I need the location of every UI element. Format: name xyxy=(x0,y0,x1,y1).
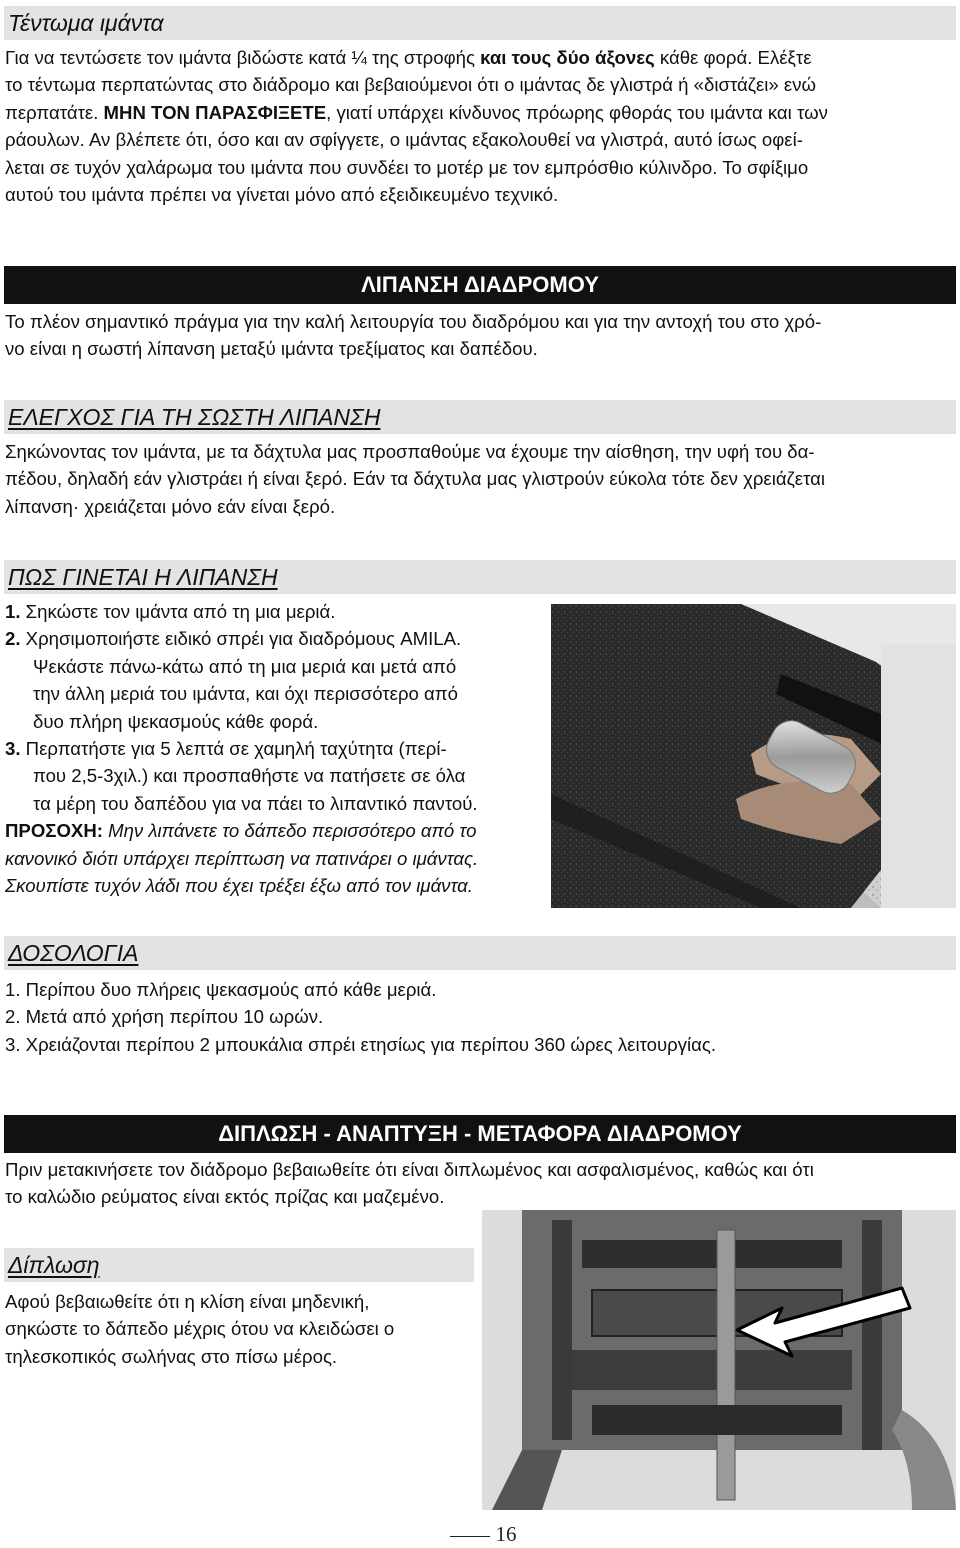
folding-text xyxy=(5,1288,473,1370)
step-text: Χρησιμοποιήστε ειδικό σπρέι για διαδρόμους AMILA. xyxy=(20,628,462,650)
heading-text: ΠΩΣ ΓΙΝΕΤΑΙ Η ΛΙΠΑΝΣΗ xyxy=(8,564,278,590)
step-text: την άλλη μεριά του ιμάντα, και όχι περισσότερο από xyxy=(33,683,458,705)
page-number xyxy=(0,1522,960,1547)
spray-illustration xyxy=(551,604,956,908)
step-number: 1. xyxy=(5,601,21,622)
text-line: αυτού του ιμάντα πρέπει να γίνεται μόνο από εξειδικευμένο τεχνικό. xyxy=(5,184,559,206)
list-item: 3. Χρειάζονται περίπου 2 μπουκάλια σπρέι ετησίως για περίπου 360 ώρες λειτουργίας. xyxy=(5,1033,717,1055)
text-line: περπατάτε. xyxy=(5,101,104,123)
text-line: το τέντωμα περπατώντας στο διάδρομο και βεβαιούμενοι ότι ο ιμάντας δε γλιστρά ή «διστάζει» ενώ xyxy=(5,74,817,96)
warning-text: Σκουπίστε τυχόν λάδι που έχει τρέξει έξω από τον ιμάντα. xyxy=(5,875,473,897)
list-item: 2. Μετά από χρήση περίπου 10 ωρών. xyxy=(5,1006,324,1028)
warning-text: κανονικό διότι υπάρχει περίπτωση να πατινάρει ο ιμάντας. xyxy=(5,847,479,869)
belt-tension-text xyxy=(5,44,953,208)
step-text: Ψεκάστε πάνω-κάτω από τη μια μεριά και μετά από xyxy=(33,655,457,677)
bold-phrase: και τους δύο άξονες xyxy=(480,47,655,68)
text-line: το καλώδιο ρεύματος είναι εκτός πρίζας και μαζεμένο. xyxy=(5,1186,445,1208)
text-line: , γιατί υπάρχει κίνδυνος πρόωρης φθοράς του ιμάντα και των xyxy=(326,101,828,123)
warning-label: ΠΡΟΣΟΧΗ: xyxy=(5,820,103,842)
check-text xyxy=(5,438,953,520)
page-number-text: 16 xyxy=(495,1522,517,1546)
folding-intro xyxy=(5,1156,953,1211)
text-line: Το πλέον σημαντικό πράγμα για την καλή λειτουργία του διαδρόμου και για την αντοχή του στο χρό- xyxy=(5,311,822,332)
bold-warning: ΜΗΝ ΤΟΝ ΠΑΡΑΣΦΙΞΕΤΕ xyxy=(103,101,327,123)
heading-text: ΕΛΕΓΧΟΣ ΓΙΑ ΤΗ ΣΩΣΤΗ ΛΙΠΑΝΣΗ xyxy=(8,404,381,430)
text-line: Πριν μετακινήσετε τον διάδρομο βεβαιωθείτε ότι είναι διπλωμένος και ασφαλισμένος, καθώς και ότι xyxy=(5,1159,814,1180)
bar-title: ΔΙΠΛΩΣΗ - ΑΝΑΠΤΥΞΗ - ΜΕΤΑΦΟΡΑ ΔΙΑΔΡΟΜΟΥ xyxy=(218,1121,742,1146)
section-bar-folding xyxy=(4,1115,956,1153)
text-line: λίπανση· χρειάζεται μόνο εάν είναι ξερό. xyxy=(5,495,336,517)
text-line: Για να τεντώσετε τον ιμάντα βιδώστε κατά ¼ της στροφής xyxy=(5,47,481,68)
heading-text: Δίπλωση xyxy=(8,1252,100,1278)
step-text: δυο πλήρη ψεκασμούς κάθε φορά. xyxy=(33,710,319,732)
step-number: 2. xyxy=(5,628,21,650)
text-line: νο είναι η σωστή λίπανση μεταξύ ιμάντα τρεξίματος και δαπέδου. xyxy=(5,338,538,360)
folded-treadmill-illustration xyxy=(482,1210,956,1510)
text-line: λεται σε τυχόν χαλάρωμα του ιμάντα που συνδέει το μοτέρ με τον εμπρόσθιο κύλινδρο. Το σφίξιμο xyxy=(5,156,809,178)
heading-text: ΔΟΣΟΛΟΓΙΑ xyxy=(8,940,139,966)
section-heading-check xyxy=(4,400,956,434)
step-text: που 2,5-3χιλ.) και προσπαθήστε να πατήσετε σε όλα xyxy=(33,765,466,787)
text-line: κάθε φορά. Ελέξτε xyxy=(654,47,812,68)
dosage-list xyxy=(5,976,953,1058)
how-steps xyxy=(5,598,541,899)
text-line: ράουλων. Αν βλέπετε ότι, όσο και αν σφίγγετε, ο ιμάντας εξακολουθεί να γλιστρά, αυτό ίσως οφεί- xyxy=(5,129,803,151)
lubrication-photo xyxy=(551,604,956,908)
folding-photo xyxy=(482,1210,956,1510)
section-heading-dosage xyxy=(4,936,956,970)
text-line: Σηκώνοντας τον ιμάντα, με τα δάχτυλα μας προσπαθούμε να έχουμε την αίσθηση, την υφή του δα- xyxy=(5,441,815,462)
footer-rule xyxy=(450,1536,490,1537)
step-number: 3. xyxy=(5,738,21,760)
heading-text: Τέντωμα ιμάντα xyxy=(8,10,164,36)
text-line: τηλεσκοπικός σωλήνας στο πίσω μέρος. xyxy=(5,1345,338,1367)
step-text: Περπατήστε για 5 λεπτά σε χαμηλή ταχύτητα (περί- xyxy=(20,738,447,760)
text-line: πέδου, δηλαδή εάν γλιστράει ή είναι ξερό. Εάν τα δάχτυλα μας γλιστρούν εύκολα τότε δεν χρειάζεται xyxy=(5,468,826,490)
list-item: 1. Περίπου δυο πλήρεις ψεκασμούς από κάθε μεριά. xyxy=(5,979,437,1000)
warning-text: Μην λιπάνετε το δάπεδο περισσότερο από το xyxy=(102,820,477,842)
text-line: σηκώστε το δάπεδο μέχρις ότου να κλειδώσει ο xyxy=(5,1318,395,1340)
section-bar-lubrication xyxy=(4,266,956,304)
step-text: τα μέρη του δαπέδου για να πάει το λιπαντικό παντού. xyxy=(33,792,478,814)
bar-title: ΛΙΠΑΝΣΗ ΔΙΑΔΡΟΜΟΥ xyxy=(361,272,599,297)
section-heading-folding xyxy=(4,1248,474,1282)
lubrication-intro xyxy=(5,308,953,363)
section-heading-belt-tension xyxy=(4,6,956,40)
step-text: Σηκώστε τον ιμάντα από τη μια μεριά. xyxy=(20,601,336,622)
text-line: Αφού βεβαιωθείτε ότι η κλίση είναι μηδενική, xyxy=(5,1291,370,1312)
section-heading-how xyxy=(4,560,956,594)
